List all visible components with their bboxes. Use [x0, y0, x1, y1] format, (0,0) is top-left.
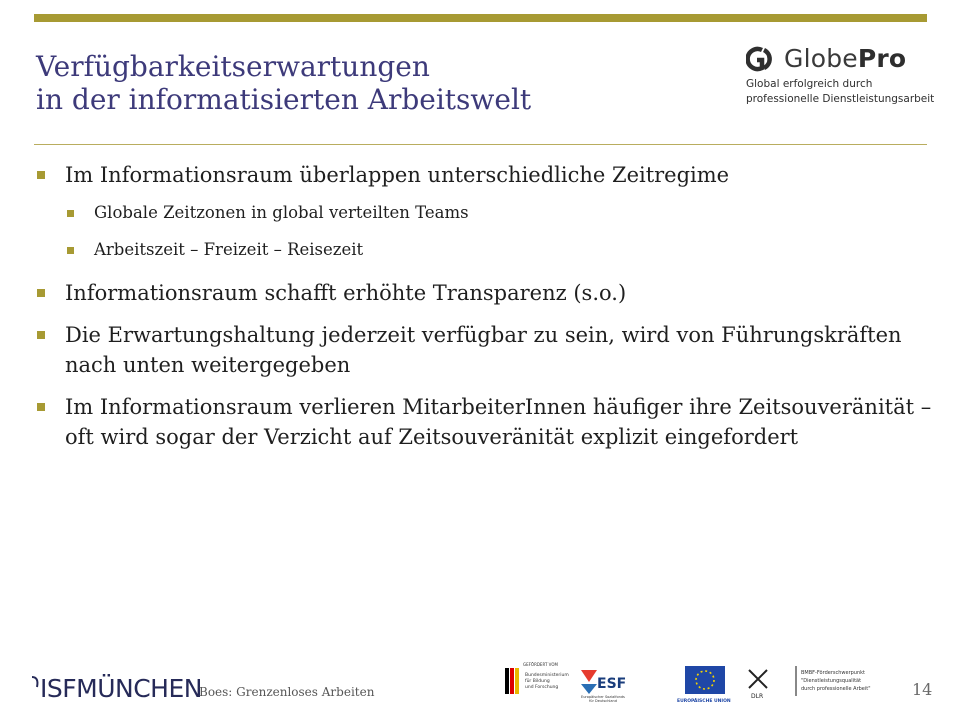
bullet-square-icon — [67, 210, 74, 217]
globepro-logo — [746, 44, 936, 107]
isf-wordmark: ISFMÜNCHEN — [40, 674, 202, 703]
svg-text:für Bildung: für Bildung — [525, 679, 550, 684]
globepro-icon — [746, 46, 780, 72]
bullet-item: Die Erwartungshaltung jederzeit verfügbar zu sein, wird von Führungskräften nach unten weitergegeben — [34, 320, 934, 380]
footer-caption: Boes: Grenzenloses Arbeiten — [199, 685, 375, 699]
page-number: 14 — [912, 680, 933, 699]
bullet-list — [34, 160, 934, 464]
esf-logo — [581, 670, 626, 703]
foerderschwerpunkt-logo — [795, 666, 871, 696]
title-line-1: Verfügbarkeitserwartungen — [36, 50, 430, 83]
bullet-square-icon — [37, 331, 45, 339]
svg-text:ESF: ESF — [597, 676, 627, 692]
sub-bullet-item: Arbeitszeit – Freizeit – Reisezeit — [34, 239, 934, 261]
bullet-item: Im Informationsraum überlappen unterschiedliche Zeitregime — [34, 160, 934, 190]
eu-logo — [677, 666, 731, 704]
svg-text:BMBF-Förderschwerpunkt: BMBF-Förderschwerpunkt — [801, 670, 865, 676]
bullet-square-icon — [37, 403, 45, 411]
bullet-square-icon — [37, 289, 45, 297]
svg-text:und Forschung: und Forschung — [525, 685, 559, 690]
logo-tagline: Global erfolgreich durch professionelle Dienstleistungsarbeit — [746, 78, 935, 105]
sponsor-logos — [505, 660, 925, 704]
svg-text:GEFÖRDERT VOM: GEFÖRDERT VOM — [523, 662, 558, 667]
top-accent-bar — [34, 14, 927, 22]
isf-logo — [30, 674, 202, 703]
svg-text:"Dienstleistungsqualität: "Dienstleistungsqualität — [801, 678, 862, 684]
svg-text:Bundesministerium: Bundesministerium — [525, 673, 569, 678]
svg-text:DLR: DLR — [751, 693, 764, 700]
bmbf-logo — [505, 662, 569, 694]
svg-text:Europäischer Sozialfonds: Europäischer Sozialfonds — [581, 695, 625, 699]
globepro-wordmark: GlobePro — [784, 44, 907, 73]
title-divider — [34, 144, 927, 145]
bullet-square-icon — [67, 247, 74, 254]
title-line-2: in der informatisierten Arbeitswelt — [36, 83, 532, 116]
svg-text:EUROPÄISCHE UNION: EUROPÄISCHE UNION — [677, 699, 731, 704]
isf-mark-icon — [30, 675, 40, 703]
svg-text:durch professionelle Arbeit": durch professionelle Arbeit" — [801, 686, 871, 692]
dlr-logo — [749, 670, 767, 700]
bullet-item: Im Informationsraum verlieren MitarbeiterInnen häufiger ihre Zeitsouveränität – oft wird sogar der Verzicht auf Zeitsouveränität explizit eingefordert — [34, 392, 934, 452]
sub-bullet-item: Globale Zeitzonen in global verteilten Teams — [34, 202, 934, 224]
slide-title — [36, 50, 736, 116]
bullet-square-icon — [37, 171, 45, 179]
svg-text:für Deutschland: für Deutschland — [589, 699, 617, 703]
bullet-item: Informationsraum schafft erhöhte Transparenz (s.o.) — [34, 278, 934, 308]
